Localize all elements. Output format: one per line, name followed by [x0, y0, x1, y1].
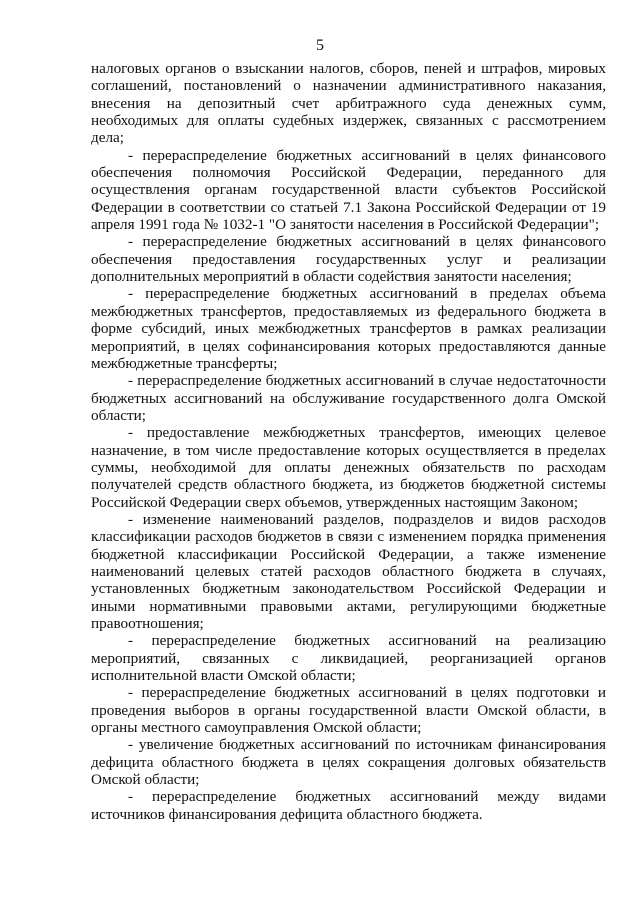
list-item-targeted-transfers: - предоставление межбюджетных трансфертов, имеющих целевое назначение, в том числе предоставление которых осуществляется в пределах суммы, необходимой для оплаты денежных обязательств по расходам получателей средств областного бюджета, из бюджетов бюджетной системы Российской Федерации сверх объемов, утвержденных настоящим Законом; — [91, 424, 606, 511]
list-item-elections: - перераспределение бюджетных ассигнований в целях подготовки и проведения выборов в органы государственной власти Омской области, в органы местного самоуправления Омской области; — [91, 684, 606, 737]
list-item-employment-powers: - перераспределение бюджетных ассигнований в целях финансового обеспечения полномочия Российской Федерации, переданного для осуществления органам государственной власти субъектов Российской Федерации в соответствии со статьей 7.1 Закона Российской Федерации от 19 апреля 1991 года № 1032-1 "О занятости населения в Российской Федерации"; — [91, 146, 606, 234]
page-number: 5 — [316, 37, 324, 54]
paragraph-continuation: налоговых органов о взыскании налогов, сборов, пеней и штрафов, мировых соглашений, постановлений о назначении административного наказания, внесения на депозитный счет арбитражного суда денежных сумм, необходимых для оплаты судебных издержек, связанных с рассмотрением дела; — [91, 60, 606, 147]
list-item-debt-servicing: - перераспределение бюджетных ассигнований в случае недостаточности бюджетных ассигнований на обслуживание государственного долга Омской области; — [91, 372, 606, 424]
list-item-intergovernmental-transfers-limit: - перераспределение бюджетных ассигнований в пределах объема межбюджетных трансфертов, предоставляемых из федерального бюджета в форме субсидий, иных межбюджетных трансфертов в рамках реализации мероприятий, в целях софинансирования которых предоставляются данные межбюджетные трансферты; — [91, 285, 606, 372]
list-item-classification-changes: - изменение наименований разделов, подразделов и видов расходов классификации расходов бюджетов в связи с изменением порядка применения бюджетной классификации Российской Федерации, а также изменение наименований целевых статей расходов областного бюджета в случаях, установленных бюджетным законодательством Российской Федерации и иными нормативными правовыми актами, регулирующими бюджетные правоотношения; — [91, 510, 606, 632]
list-item-deficit-sources-redistribution: - перераспределение бюджетных ассигнований между видами источников финансирования дефицита областного бюджета. — [91, 788, 606, 823]
document-body — [91, 60, 606, 823]
list-item-employment-services: - перераспределение бюджетных ассигнований в целях финансового обеспечения предоставления государственных услуг и реализации дополнительных мероприятий в области содействия занятости населения; — [91, 233, 606, 286]
list-item-reorganization: - перераспределение бюджетных ассигнований на реализацию мероприятий, связанных с ликвидацией, реорганизацией органов исполнительной власти Омской области; — [91, 632, 606, 685]
list-item-deficit-financing-increase: - увеличение бюджетных ассигнований по источникам финансирования дефицита областного бюджета в целях сокращения долговых обязательств Омской области; — [91, 736, 606, 789]
